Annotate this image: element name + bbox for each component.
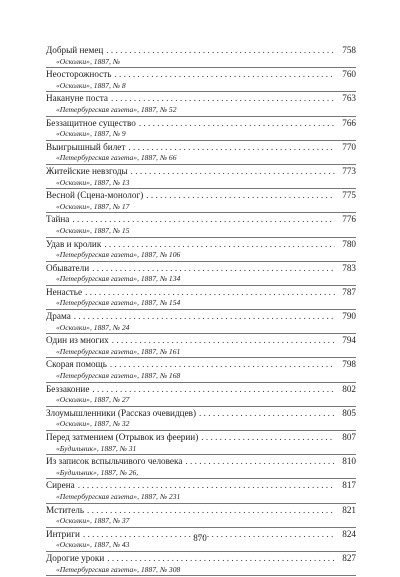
- dot-leader: [92, 263, 335, 275]
- entry-source: «Петербургская газета», 1887, № 134: [56, 274, 181, 284]
- entry-title: Ненастье: [46, 286, 83, 297]
- dot-leader: [114, 69, 335, 81]
- entry-title: Беззащитное существо: [46, 117, 136, 128]
- page-number: 870: [193, 533, 207, 543]
- entry-source: «Осколки», 1887, № 15: [56, 225, 130, 235]
- toc-row: [46, 311, 356, 323]
- entry-title: Драма: [46, 311, 71, 322]
- dot-leader: [128, 142, 335, 154]
- entry-page-number: 817: [342, 480, 356, 491]
- toc-row: [46, 214, 356, 226]
- entry-title: Дорогие уроки: [46, 552, 105, 563]
- dot-leader: [78, 480, 335, 492]
- toc-row: [46, 118, 356, 130]
- entry-title: Обыватели: [46, 262, 90, 273]
- entry-source: «Осколки», 1887, № 17: [56, 201, 130, 211]
- toc-entry: [46, 456, 356, 479]
- toc-entry: [46, 190, 356, 213]
- entry-page-number: 807: [342, 432, 356, 442]
- entry-page-number: 824: [342, 528, 356, 539]
- entry-title: Весной (Сцена-монолог): [46, 190, 144, 201]
- toc-row: [46, 166, 356, 178]
- toc-entry: [46, 384, 356, 407]
- entry-page-number: 794: [342, 335, 356, 346]
- toc-entry: [46, 45, 356, 68]
- toc-entry: [46, 118, 356, 141]
- entry-title: Из записок вспыльчивого человека: [46, 456, 183, 467]
- dot-leader: [72, 214, 335, 226]
- toc-row: [46, 287, 356, 299]
- toc-entry: [46, 93, 356, 116]
- entry-title: Сирена: [46, 480, 75, 491]
- entry-title: Удав и кролик: [46, 238, 102, 249]
- dot-leader: [131, 166, 335, 178]
- dot-leader: [87, 505, 335, 517]
- entry-page-number: 790: [342, 311, 356, 322]
- entry-page-number: 780: [342, 238, 356, 249]
- entry-source: «Осколки», 1887, № 32: [56, 419, 130, 429]
- entry-title: Житейские невзгоды: [46, 165, 128, 176]
- entry-source: «Осколки», 1887, № 8: [56, 80, 126, 90]
- entry-title: Скорая помощь: [46, 359, 107, 370]
- toc-entry: [46, 69, 356, 92]
- toc-row: [46, 263, 356, 275]
- table-of-contents: [46, 45, 356, 577]
- entry-title: Злоумышленники (Рассказ очевидцев): [46, 407, 197, 418]
- entry-source: «Осколки», 1887, № 43: [56, 540, 130, 550]
- toc-row: [46, 93, 356, 105]
- entry-title: Интриги: [46, 528, 80, 539]
- entry-page-number: 783: [342, 262, 356, 273]
- toc-entry: [46, 142, 356, 165]
- entry-source: «Петербургская газета», 1887, № 66: [56, 153, 177, 163]
- toc-row: [46, 335, 356, 347]
- entry-source: «Петербургская газета», 1887, № 168: [56, 371, 181, 381]
- toc-entry: [46, 239, 356, 262]
- toc-entry: [46, 263, 356, 286]
- entry-source: «Осколки», 1887, № 9: [56, 129, 126, 139]
- dot-leader: [74, 311, 335, 323]
- dot-leader: [199, 408, 335, 420]
- entry-page-number: 798: [342, 359, 356, 370]
- toc-row: [46, 239, 356, 251]
- dot-leader: [92, 384, 335, 396]
- toc-row: [46, 384, 356, 396]
- entry-title: Перед затмением (Отрывок из феерии): [46, 432, 199, 442]
- toc-row: [46, 408, 356, 420]
- entry-title: Один из многих: [46, 335, 109, 346]
- dot-leader: [185, 456, 335, 468]
- toc-row: [46, 359, 356, 371]
- entry-title: Неосторожность: [46, 69, 112, 80]
- entry-page-number: 802: [342, 383, 356, 394]
- toc-row: [46, 190, 356, 202]
- toc-entry: [46, 432, 356, 455]
- entry-source: «Осколки», 1887, № 13: [56, 177, 130, 187]
- dot-leader: [107, 553, 335, 565]
- entry-source: «Будильник», 1887, № 31: [56, 443, 137, 453]
- toc-entry: [46, 166, 356, 189]
- toc-entry: [46, 505, 356, 528]
- entry-page-number: 776: [342, 214, 356, 225]
- dot-leader: [110, 359, 335, 371]
- entry-source: «Петербургская газета», 1887, № 52: [56, 104, 177, 114]
- entry-source: «Петербургская газета», 1887, № 154: [56, 298, 181, 308]
- entry-source: «Осколки», 1887, № 24: [56, 322, 130, 332]
- toc-row: [46, 553, 356, 565]
- entry-page-number: 760: [342, 69, 356, 80]
- dot-leader: [111, 93, 335, 105]
- toc-entry: [46, 335, 356, 358]
- toc-entry: [46, 287, 356, 310]
- entry-source: «Осколки», 1887, №: [56, 56, 120, 66]
- entry-page-number: 758: [342, 45, 356, 55]
- entry-title: Накануне поста: [46, 93, 108, 104]
- toc-entry: [46, 311, 356, 334]
- entry-page-number: 766: [342, 117, 356, 128]
- entry-page-number: 773: [342, 165, 356, 176]
- entry-source: «Осколки», 1887, № 27: [56, 395, 130, 405]
- dot-leader: [85, 287, 335, 299]
- toc-row: [46, 69, 356, 81]
- toc-entry: [46, 408, 356, 431]
- entry-source: «Петербургская газета», 1887, № 161: [56, 346, 181, 356]
- entry-page-number: 775: [342, 190, 356, 201]
- dot-leader: [112, 335, 335, 347]
- toc-entry: [46, 214, 356, 237]
- entry-page-number: 805: [342, 407, 356, 418]
- entry-source: «Петербургская газета», 1887, № 231: [56, 491, 181, 501]
- dot-leader: [146, 190, 335, 202]
- toc-row: [46, 142, 356, 154]
- entry-title: Добрый немец: [46, 45, 104, 55]
- toc-row: [46, 480, 356, 492]
- entry-source: «Будильник», 1887, № 26,: [56, 467, 139, 477]
- dot-leader: [104, 239, 335, 251]
- dot-leader: [106, 45, 335, 57]
- entry-page-number: 827: [342, 552, 356, 563]
- dot-leader: [139, 118, 335, 130]
- toc-entry: [46, 480, 356, 503]
- toc-entry: [46, 359, 356, 382]
- entry-page-number: 787: [342, 286, 356, 297]
- entry-source: «Петербургская газета», 1887, № 308: [56, 564, 181, 574]
- entry-source: «Петербургская газета», 1887, № 106: [56, 250, 181, 260]
- toc-row: [46, 456, 356, 468]
- entry-page-number: 770: [342, 141, 356, 152]
- dot-leader: [201, 432, 335, 444]
- entry-page-number: 810: [342, 456, 356, 467]
- toc-row: [46, 45, 356, 57]
- entry-page-number: 763: [342, 93, 356, 104]
- toc-row: [46, 432, 356, 444]
- entry-title: Выигрышный билет: [46, 141, 126, 152]
- entry-source: «Осколки», 1887, № 37: [56, 516, 130, 526]
- entry-title: Беззаконие: [46, 383, 90, 394]
- entry-page-number: 821: [342, 504, 356, 515]
- toc-row: [46, 505, 356, 517]
- entry-title: Мститель: [46, 504, 85, 515]
- entry-title: Тайна: [46, 214, 70, 225]
